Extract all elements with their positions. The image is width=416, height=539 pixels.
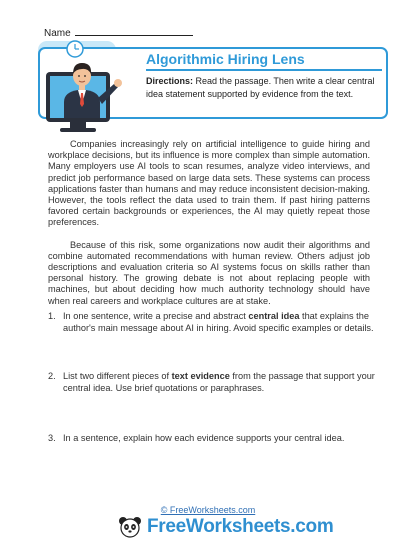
passage-paragraph-2: Because of this risk, some organizations now audit their algorithms and combine automated recommendations with human review. Others adjust job descriptions and evaluation criteria so AI systems focus on skills rather than personal history. The growing debate is not about replacing people with machines, but about deciding how much authority technology should have when real careers and workplace cultures are at stake. — [48, 239, 370, 306]
reading-passage — [48, 139, 370, 318]
question-number: 3. — [48, 433, 56, 443]
presenter-illustration-icon — [42, 38, 138, 138]
panda-icon — [118, 516, 142, 538]
brand-logo[interactable] — [118, 516, 333, 538]
question-number: 2. — [48, 371, 56, 381]
question-text: In a sentence, explain how each evidence supports your central idea. — [63, 433, 345, 443]
directions-label: Directions: — [146, 76, 194, 86]
directions — [146, 75, 382, 101]
title-underline — [146, 69, 382, 71]
footer-copyright-link[interactable]: © FreeWorksheets.com — [160, 505, 256, 515]
brand-name: FreeWorksheets.com — [147, 516, 334, 537]
directions-text: Read the passage. Then write a clear central idea statement supported by evidence from the text. — [146, 76, 375, 99]
question-2 — [48, 371, 378, 394]
name-label: Name — [44, 28, 71, 39]
question-text: In one sentence, write a precise and abstract central idea that explains the author's main message about AI in hiring. Avoid specific examples or details. — [63, 311, 374, 333]
question-1 — [48, 311, 378, 334]
question-text: List two different pieces of text evidence from the passage that support your central idea. Use brief quotations or paraphrases. — [63, 371, 375, 393]
question-number: 1. — [48, 311, 56, 321]
worksheet-title: Algorithmic Hiring Lens — [146, 51, 305, 67]
passage-paragraph-1: Companies increasingly rely on artificial intelligence to guide hiring and workplace decisions, but its influence is more complex than simple automation. Many employers use AI tools to scan resumes, analyze video interviews, and predict job performance based on large data sets. These systems can process applications faster than humans and may reduce inconsistent decision-making. However, the tools reflect the data used to train them. If past hiring patterns favored certain backgrounds or experiences, the AI may quietly repeat those preferences. — [48, 139, 370, 228]
question-3 — [48, 433, 378, 445]
name-field-line[interactable] — [75, 26, 193, 36]
